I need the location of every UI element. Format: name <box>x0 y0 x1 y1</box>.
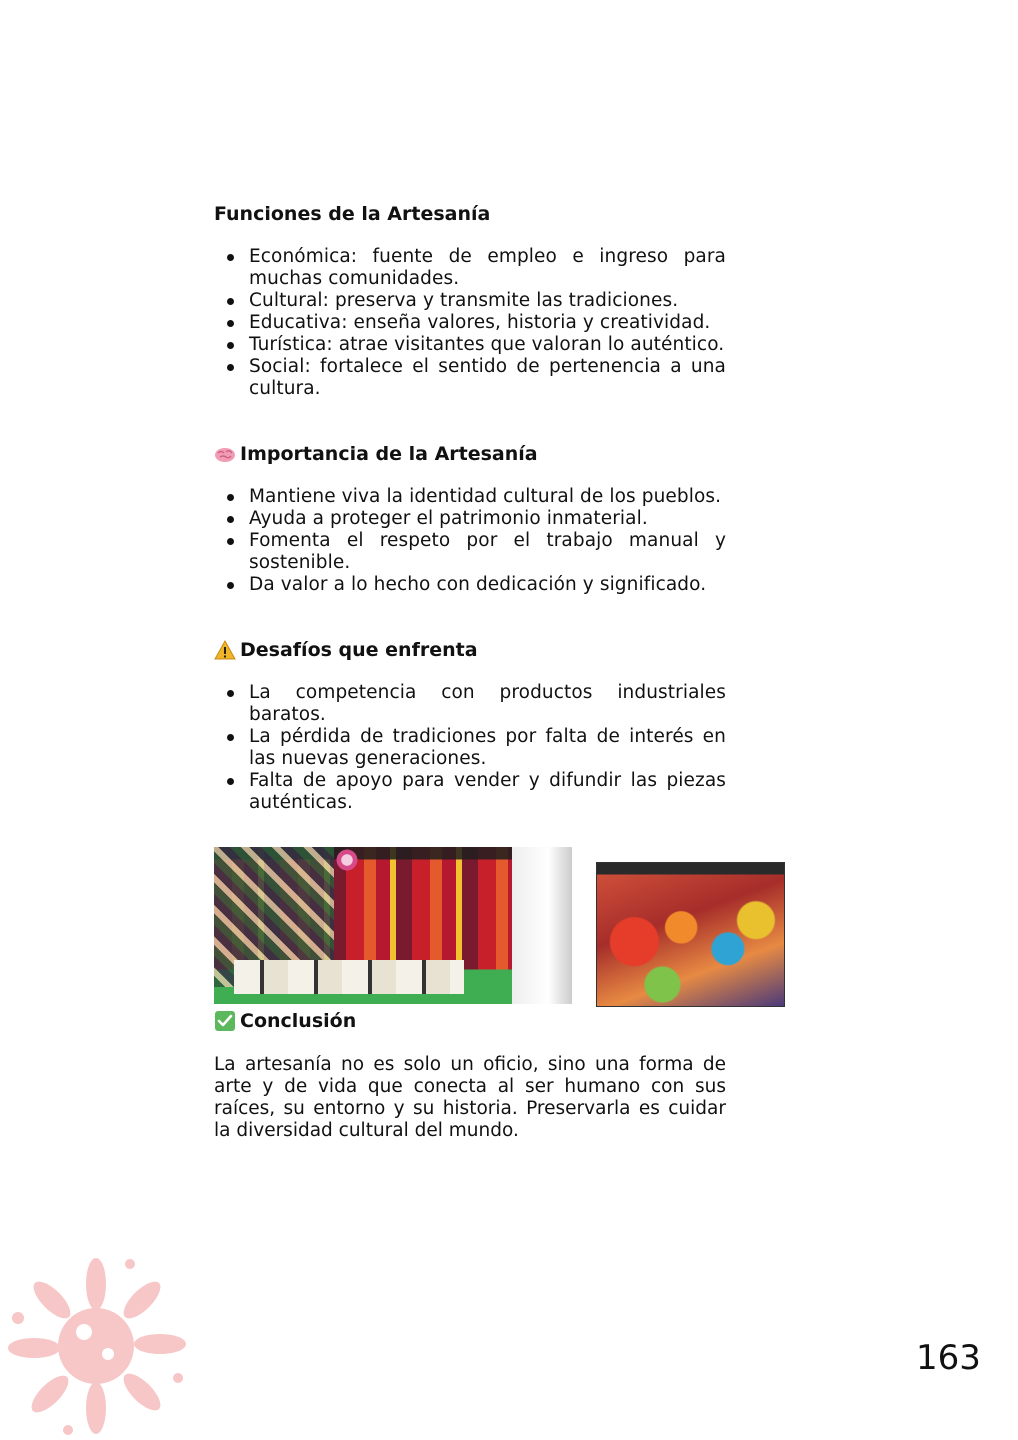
section-importancia <box>214 440 726 468</box>
photo-detail <box>512 847 572 1004</box>
list-item: La pérdida de tradiciones por falta de interés en las nuevas generaciones. <box>249 726 726 769</box>
page-number: 163 <box>916 1338 981 1378</box>
heading-funciones-text: Funciones de la Artesanía <box>214 203 491 225</box>
photo-detail <box>332 849 362 871</box>
check-mark-icon <box>214 1010 236 1032</box>
conclusion-paragraph: La artesanía no es solo un oficio, sino una forma de arte y de vida que conecta al ser humano con sus raíces, su entorno y su historia. Preservarla es cuidar la diversidad cultural del mundo. <box>214 1054 726 1141</box>
brain-icon <box>214 443 236 465</box>
heading-desafios-text: Desafíos que enfrenta <box>240 639 478 661</box>
photo-craft-market-stall <box>214 847 572 1004</box>
photo-detail <box>234 960 464 994</box>
list-item: Ayuda a proteger el patrimonio inmaterial. <box>249 508 726 530</box>
list-item: La competencia con productos industriales baratos. <box>249 682 726 725</box>
section-desafios <box>214 636 726 664</box>
list-importancia <box>214 486 726 596</box>
section-conclusion <box>214 1007 726 1035</box>
photo-painted-figures <box>596 862 785 1007</box>
list-item: Da valor a lo hecho con dedicación y significado. <box>249 574 726 596</box>
list-item: Económica: fuente de empleo e ingreso para muchas comunidades. <box>249 246 726 289</box>
list-item: Fomenta el respeto por el trabajo manual y sostenible. <box>249 530 726 573</box>
list-item: Mantiene viva la identidad cultural de los pueblos. <box>249 486 726 508</box>
heading-desafios <box>214 636 726 664</box>
list-funciones <box>214 246 726 400</box>
list-item: Social: fortalece el sentido de pertenencia a una cultura. <box>249 356 726 399</box>
list-item: Cultural: preserva y transmite las tradiciones. <box>249 290 726 312</box>
heading-importancia-text: Importancia de la Artesanía <box>240 443 538 465</box>
list-desafios <box>214 682 726 814</box>
heading-funciones <box>214 200 726 228</box>
list-item: Falta de apoyo para vender y difundir las piezas auténticas. <box>249 770 726 813</box>
heading-conclusion-text: Conclusión <box>240 1010 357 1032</box>
heading-conclusion <box>214 1007 726 1035</box>
list-item: Turística: atrae visitantes que valoran lo auténtico. <box>249 334 725 355</box>
warning-icon <box>214 639 236 661</box>
list-item: Educativa: enseña valores, historia y creatividad. <box>249 312 726 334</box>
splash-decoration-icon <box>8 1258 188 1438</box>
heading-importancia <box>214 440 726 468</box>
section-funciones <box>214 200 726 228</box>
